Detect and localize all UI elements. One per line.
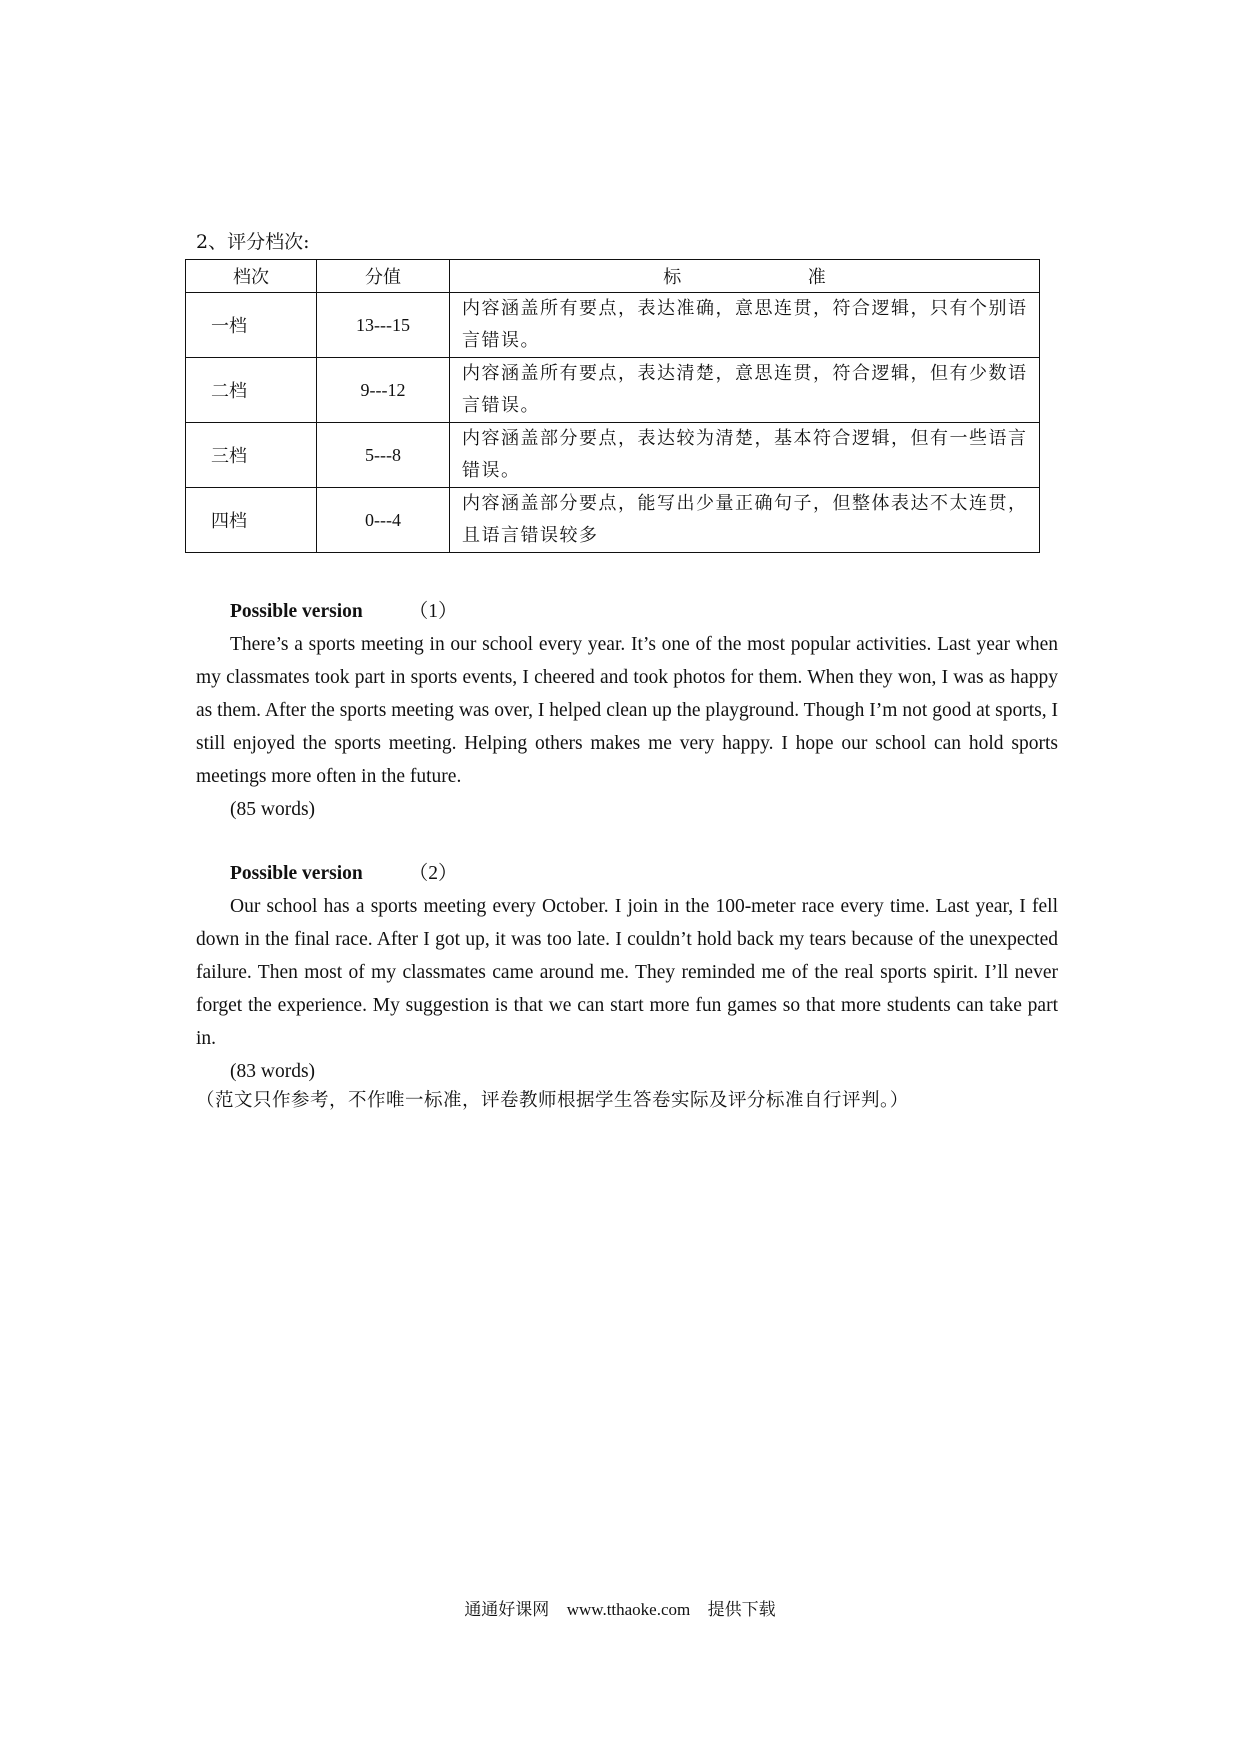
section-heading: 2、评分档次: (196, 231, 310, 253)
footer-site-name: 通通好课网 (464, 1600, 550, 1620)
score-cell: 13---15 (317, 293, 450, 358)
grade-cell: 一档 (186, 293, 317, 358)
table-row (186, 293, 1040, 358)
grade-cell: 三档 (186, 423, 317, 488)
essay-heading (196, 595, 1058, 628)
essay-title: Possible version (230, 863, 363, 884)
footer-url-link[interactable]: www.tthaoke.com (566, 1600, 691, 1619)
criteria-cell: 内容涵盖部分要点，表达较为清楚，基本符合逻辑，但有一些语言错误。 (450, 423, 1040, 488)
criteria-cell: 内容涵盖所有要点，表达准确，意思连贯，符合逻辑，只有个别语言错误。 (450, 293, 1040, 358)
word-count: (85 words) (230, 799, 316, 820)
reference-note: （范文只作参考，不作唯一标准，评卷教师根据学生答卷实际及评分标准自行评判。） (196, 1090, 909, 1111)
essay-body: There’s a sports meeting in our school every year. It’s one of the most popular activities. Last year when my classmates took part in sports events, I cheered and took photos for them. When they won, I was as happy as them. After the sports meeting was over, I helped clean up the playground. Though I’m not good at sports, I still enjoyed the sports meeting. Helping others makes me very happy. I hope our school can hold sports meetings more often in the future. (196, 634, 1058, 787)
table-header-row (186, 260, 1040, 293)
scoring-rubric-table (185, 259, 1040, 553)
grade-cell: 四档 (186, 488, 317, 553)
table-row (186, 423, 1040, 488)
essay-heading (196, 857, 1058, 890)
header-criteria-right: 准 (807, 267, 826, 288)
word-count: (83 words) (230, 1061, 316, 1082)
possible-version-2 (196, 857, 1058, 1088)
essay-body: Our school has a sports meeting every October. I join in the 100-meter race every time. Last year, I fell down in the final race. After I got up, it was too late. I couldn’t hold back my tears because of the unexpected failure. Then most of my classmates came around me. They reminded me of the real sports spirit. I’ll never forget the experience. My suggestion is that we can start more fun games so that more students can take part in. (196, 896, 1058, 1049)
table-row (186, 358, 1040, 423)
score-cell: 9---12 (317, 358, 450, 423)
essay-number: （2） (408, 863, 458, 884)
table-row (186, 488, 1040, 553)
criteria-cell: 内容涵盖部分要点，能写出少量正确句子，但整体表达不太连贯，且语言错误较多 (450, 488, 1040, 553)
score-cell: 5---8 (317, 423, 450, 488)
criteria-cell: 内容涵盖所有要点，表达清楚，意思连贯，符合逻辑，但有少数语言错误。 (450, 358, 1040, 423)
header-criteria-left: 标 (663, 267, 682, 288)
possible-version-1 (196, 595, 1058, 826)
score-cell: 0---4 (317, 488, 450, 553)
header-criteria (450, 260, 1040, 293)
essay-title: Possible version (230, 601, 363, 622)
grade-cell: 二档 (186, 358, 317, 423)
footer-suffix: 提供下载 (707, 1600, 776, 1620)
header-score: 分值 (317, 260, 450, 293)
page-footer (0, 1598, 1240, 1622)
header-grade: 档次 (186, 260, 317, 293)
essay-number: （1） (408, 601, 458, 622)
